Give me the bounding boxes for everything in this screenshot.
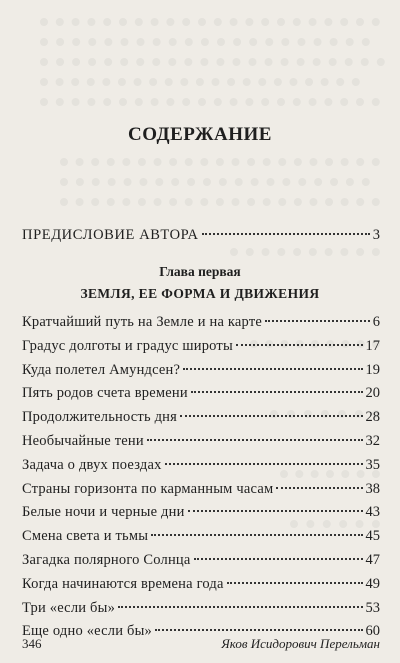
leader-dots [183,368,362,370]
leader-dots [180,415,362,417]
toc-entry-page: 3 [372,227,380,243]
running-footer-author: Яков Исидорович Перельман [221,636,380,651]
toc-entry-page: 47 [365,551,380,568]
toc-entry [22,573,380,597]
toc-entry [22,335,380,359]
toc-entry-label: Когда начинаются времена года [22,575,224,592]
leader-dots [227,582,363,584]
toc-entry-page: 43 [365,504,380,521]
leader-dots [194,558,363,560]
toc-entry-page: 17 [365,337,380,354]
toc-entry-label: Страны горизонта по карманным часам [22,480,274,497]
toc-entry [22,359,380,383]
leader-dots [165,463,363,465]
toc-entry [22,549,380,573]
toc-entry-label: Еще одно «если бы» [22,623,153,640]
toc-entry-label: Градус долготы и градус широты [22,337,233,354]
toc-entry-page: 19 [365,361,380,378]
toc-entry-page: 35 [365,456,380,473]
leader-dots [155,629,362,631]
toc-entry [22,478,380,502]
leader-dots [147,439,363,441]
toc-entry [22,382,380,406]
toc-entry-page: 60 [365,623,380,640]
toc-entry-label: Смена света и тьмы [22,528,149,545]
toc-entry-label: Куда полетел Амундсен? [22,361,181,378]
toc-entry-page: 20 [365,385,380,402]
toc-entry-page: 49 [365,575,380,592]
toc-entry-page: 28 [365,409,380,426]
toc-entry-page: 45 [365,528,380,545]
toc-entry [22,454,380,478]
toc-entry-label: Загадка полярного Солнца [22,551,191,568]
chapter-label: Глава первая [159,264,241,279]
chapter-title: ЗЕМЛЯ, ЕЕ ФОРМА И ДВИЖЕНИЯ [80,286,320,301]
toc-entry [22,430,380,454]
leader-dots [191,391,363,393]
toc-entry-label: ПРЕДИСЛОВИЕ АВТОРА [22,227,199,243]
toc-list [22,311,380,644]
toc-entry [22,525,380,549]
toc-entry-label: Пять родов счета времени [22,385,188,402]
leader-dots [151,534,362,536]
leader-dots [236,344,363,346]
toc-entry-label: Белые ночи и черные дни [22,504,185,521]
page-title: СОДЕРЖАНИЕ [128,124,272,145]
toc-entry-preface [22,227,380,244]
toc-entry-page: 6 [372,314,380,330]
toc-entry-label: Задача о двух поездах [22,456,162,473]
toc-entry-page: 38 [365,480,380,497]
toc-entry [22,311,380,335]
leader-dots [118,606,362,608]
toc-entry-label: Продолжительность дня [22,409,178,426]
toc-entry [22,406,380,430]
leader-dots [188,510,363,512]
toc-entry-label: Три «если бы» [22,599,116,616]
leader-dots [202,233,370,235]
toc-entry-page: 32 [365,432,380,449]
leader-dots [276,487,362,489]
toc-entry-page: 53 [365,599,380,616]
toc-entry [22,501,380,525]
leader-dots [265,320,370,322]
toc-entry-label: Кратчайший путь на Земле и на карте [22,314,262,330]
toc-entry-label: Необычайные тени [22,432,144,449]
page-number: 346 [22,636,42,651]
toc-entry [22,597,380,621]
